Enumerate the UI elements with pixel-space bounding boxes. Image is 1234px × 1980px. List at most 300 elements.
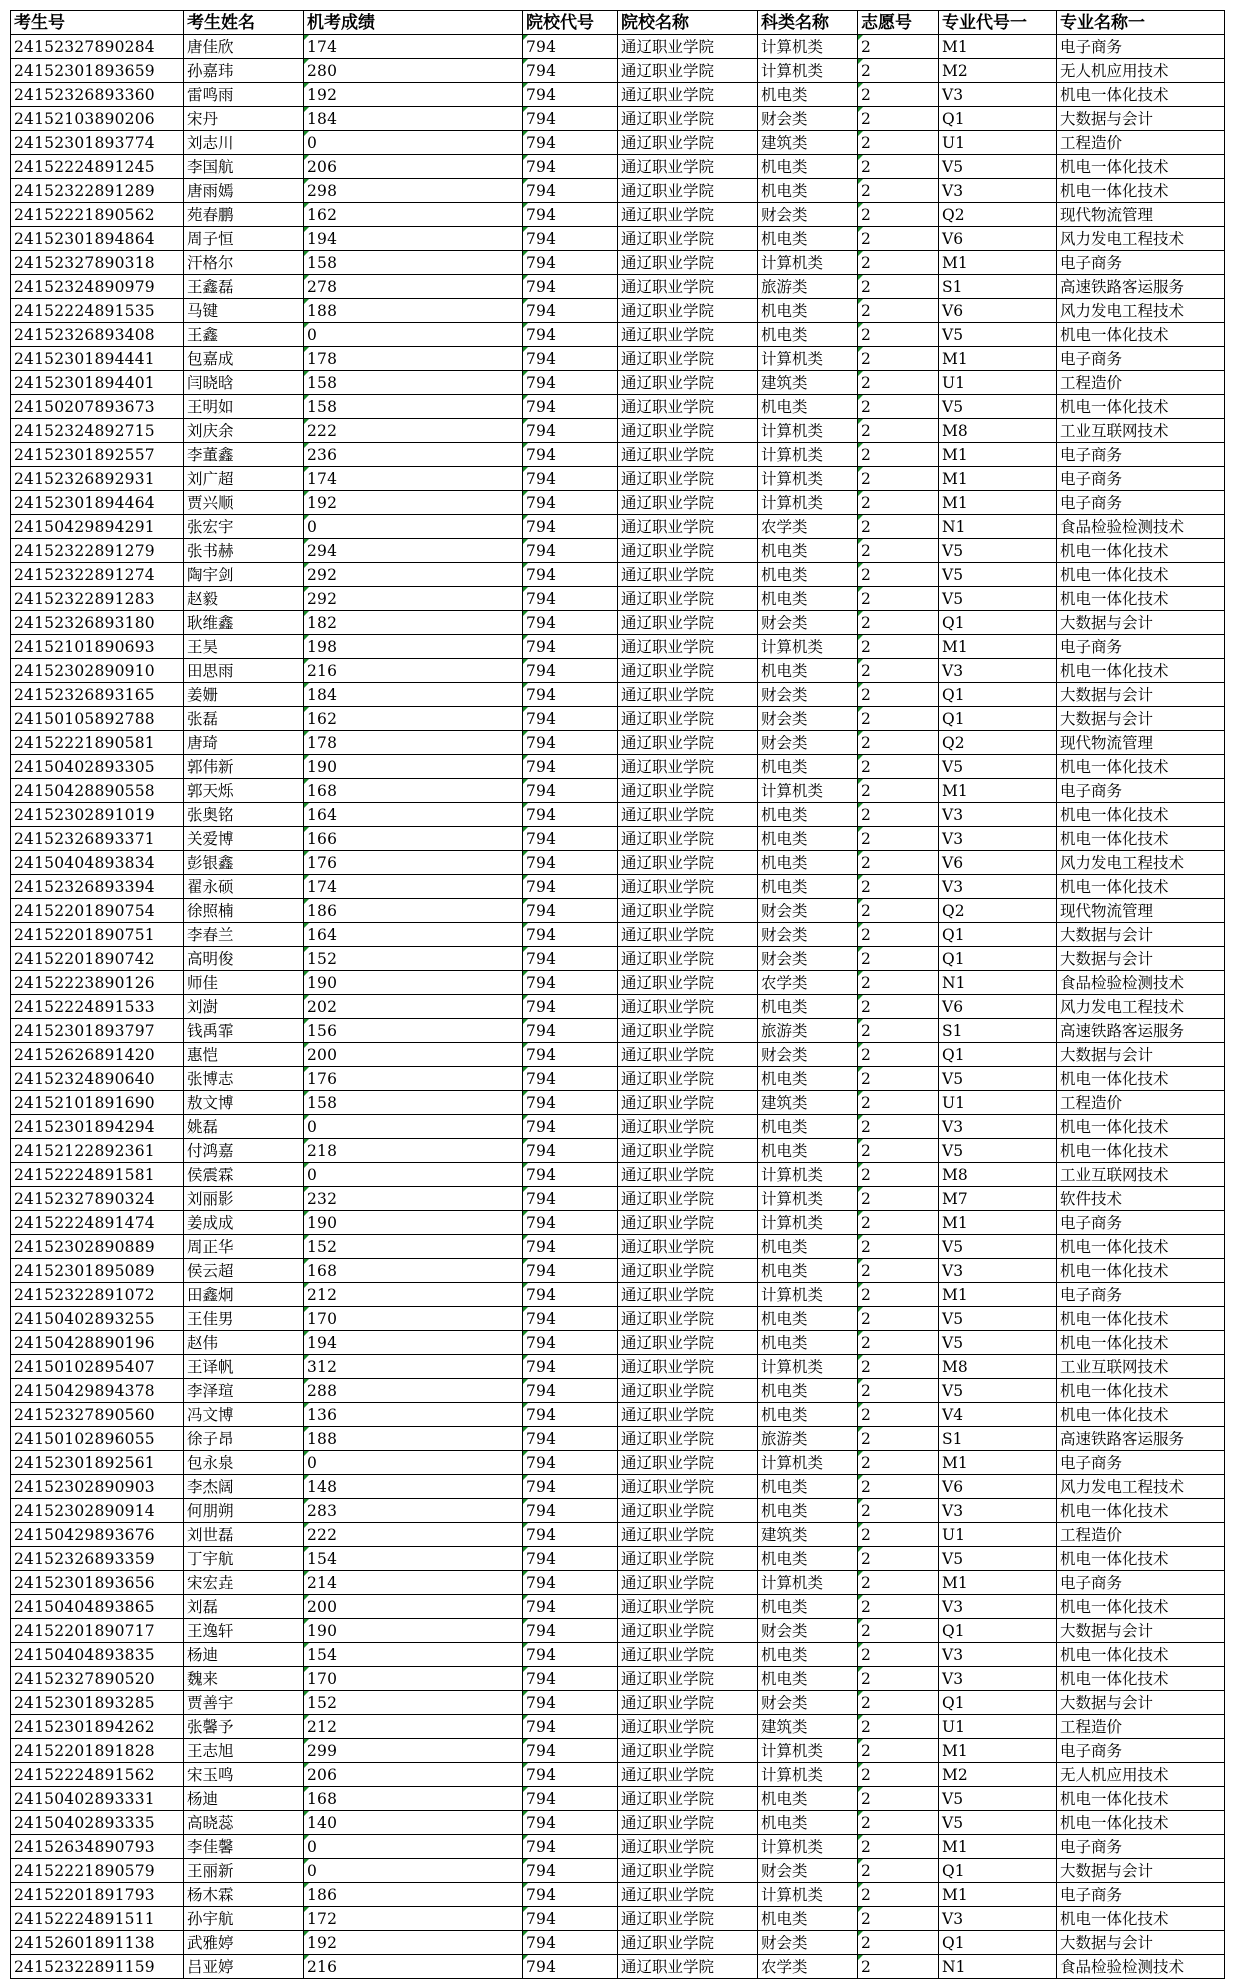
cell-school-name: 通辽职业学院 [618, 779, 758, 803]
cell-score: 186 [304, 1883, 523, 1907]
table-header [11, 11, 1225, 35]
cell-category: 机电类 [758, 1235, 858, 1259]
table-row [11, 443, 1225, 467]
cell-school-code: 794 [523, 203, 618, 227]
cell-school-name: 通辽职业学院 [618, 1331, 758, 1355]
cell-major-name: 大数据与会计 [1057, 683, 1225, 707]
cell-exam-id: 24152302890889 [11, 1235, 184, 1259]
cell-exam-id: 24150102896055 [11, 1427, 184, 1451]
cell-school-code: 794 [523, 1379, 618, 1403]
cell-exam-id: 24150429894291 [11, 515, 184, 539]
cell-major-name: 食品检验检测技术 [1057, 971, 1225, 995]
cell-major-name: 机电一体化技术 [1057, 323, 1225, 347]
cell-school-code: 794 [523, 131, 618, 155]
cell-school-code: 794 [523, 1907, 618, 1931]
cell-school-name: 通辽职业学院 [618, 1667, 758, 1691]
cell-category: 机电类 [758, 179, 858, 203]
cell-category: 机电类 [758, 155, 858, 179]
cell-choice-no: 2 [858, 347, 939, 371]
cell-name: 闫晓晗 [184, 371, 304, 395]
cell-score: 222 [304, 1523, 523, 1547]
cell-category: 建筑类 [758, 1091, 858, 1115]
cell-category: 机电类 [758, 1667, 858, 1691]
cell-name: 王丽新 [184, 1859, 304, 1883]
cell-major-code: Q1 [939, 107, 1057, 131]
cell-major-code: M1 [939, 35, 1057, 59]
cell-exam-id: 24152301893774 [11, 131, 184, 155]
cell-category: 农学类 [758, 515, 858, 539]
cell-major-name: 工业互联网技术 [1057, 419, 1225, 443]
cell-exam-id: 24152326893371 [11, 827, 184, 851]
cell-score: 212 [304, 1715, 523, 1739]
cell-major-name: 大数据与会计 [1057, 1043, 1225, 1067]
cell-major-name: 风力发电工程技术 [1057, 995, 1225, 1019]
table-row [11, 1403, 1225, 1427]
cell-major-name: 机电一体化技术 [1057, 1787, 1225, 1811]
cell-exam-id: 24152324890979 [11, 275, 184, 299]
cell-choice-no: 2 [858, 539, 939, 563]
cell-school-code: 794 [523, 1307, 618, 1331]
cell-exam-id: 24150404893865 [11, 1595, 184, 1619]
cell-school-name: 通辽职业学院 [618, 347, 758, 371]
cell-score: 194 [304, 227, 523, 251]
cell-name: 吕亚婷 [184, 1955, 304, 1979]
cell-category: 机电类 [758, 1259, 858, 1283]
cell-major-code: M1 [939, 347, 1057, 371]
cell-school-name: 通辽职业学院 [618, 203, 758, 227]
cell-name: 苑春鹏 [184, 203, 304, 227]
cell-school-code: 794 [523, 155, 618, 179]
cell-name: 王昊 [184, 635, 304, 659]
cell-school-code: 794 [523, 707, 618, 731]
cell-category: 机电类 [758, 299, 858, 323]
cell-choice-no: 2 [858, 107, 939, 131]
cell-category: 财会类 [758, 731, 858, 755]
cell-major-code: M1 [939, 467, 1057, 491]
cell-school-name: 通辽职业学院 [618, 731, 758, 755]
cell-choice-no: 2 [858, 131, 939, 155]
table-row [11, 323, 1225, 347]
cell-school-name: 通辽职业学院 [618, 1859, 758, 1883]
cell-school-code: 794 [523, 731, 618, 755]
cell-category: 机电类 [758, 1139, 858, 1163]
cell-choice-no: 2 [858, 1211, 939, 1235]
cell-school-name: 通辽职业学院 [618, 1115, 758, 1139]
cell-major-code: V6 [939, 1475, 1057, 1499]
cell-name: 杨迪 [184, 1787, 304, 1811]
cell-school-code: 794 [523, 803, 618, 827]
cell-school-name: 通辽职业学院 [618, 1043, 758, 1067]
cell-score: 182 [304, 611, 523, 635]
table-row [11, 899, 1225, 923]
table-row [11, 59, 1225, 83]
cell-major-name: 高速铁路客运服务 [1057, 1427, 1225, 1451]
cell-choice-no: 2 [858, 59, 939, 83]
cell-category: 计算机类 [758, 347, 858, 371]
table-row [11, 947, 1225, 971]
cell-category: 机电类 [758, 1643, 858, 1667]
cell-school-name: 通辽职业学院 [618, 275, 758, 299]
cell-school-code: 794 [523, 1619, 618, 1643]
cell-major-name: 机电一体化技术 [1057, 179, 1225, 203]
cell-name: 魏来 [184, 1667, 304, 1691]
cell-major-name: 机电一体化技术 [1057, 83, 1225, 107]
cell-school-name: 通辽职业学院 [618, 611, 758, 635]
cell-exam-id: 24152326892931 [11, 467, 184, 491]
table-row [11, 1211, 1225, 1235]
cell-category: 计算机类 [758, 1763, 858, 1787]
cell-exam-id: 24150102895407 [11, 1355, 184, 1379]
cell-school-code: 794 [523, 779, 618, 803]
cell-score: 192 [304, 83, 523, 107]
cell-major-name: 电子商务 [1057, 251, 1225, 275]
cell-category: 财会类 [758, 707, 858, 731]
cell-name: 张宏宇 [184, 515, 304, 539]
cell-name: 徐子昂 [184, 1427, 304, 1451]
cell-choice-no: 2 [858, 923, 939, 947]
cell-choice-no: 2 [858, 635, 939, 659]
header-row [11, 11, 1225, 35]
cell-school-name: 通辽职业学院 [618, 227, 758, 251]
cell-exam-id: 24152301894864 [11, 227, 184, 251]
cell-choice-no: 2 [858, 1067, 939, 1091]
cell-major-name: 机电一体化技术 [1057, 1667, 1225, 1691]
cell-major-name: 软件技术 [1057, 1187, 1225, 1211]
cell-major-code: M8 [939, 1355, 1057, 1379]
cell-school-name: 通辽职业学院 [618, 155, 758, 179]
cell-choice-no: 2 [858, 1571, 939, 1595]
table-row [11, 851, 1225, 875]
cell-school-code: 794 [523, 1331, 618, 1355]
cell-category: 机电类 [758, 1307, 858, 1331]
cell-category: 机电类 [758, 1547, 858, 1571]
cell-name: 宋宏垚 [184, 1571, 304, 1595]
cell-choice-no: 2 [858, 1475, 939, 1499]
cell-category: 机电类 [758, 1403, 858, 1427]
cell-name: 贾善宇 [184, 1691, 304, 1715]
cell-score: 152 [304, 1235, 523, 1259]
cell-major-name: 风力发电工程技术 [1057, 299, 1225, 323]
cell-exam-id: 24150404893835 [11, 1643, 184, 1667]
cell-choice-no: 2 [858, 1931, 939, 1955]
cell-major-name: 电子商务 [1057, 443, 1225, 467]
cell-name: 张馨予 [184, 1715, 304, 1739]
cell-score: 192 [304, 491, 523, 515]
cell-choice-no: 2 [858, 227, 939, 251]
cell-name: 唐雨嫣 [184, 179, 304, 203]
cell-school-name: 通辽职业学院 [618, 563, 758, 587]
table-row [11, 1283, 1225, 1307]
cell-score: 0 [304, 1115, 523, 1139]
cell-name: 付鸿嘉 [184, 1139, 304, 1163]
cell-name: 王志旭 [184, 1739, 304, 1763]
cell-major-name: 工程造价 [1057, 1091, 1225, 1115]
cell-major-code: M1 [939, 779, 1057, 803]
cell-category: 计算机类 [758, 467, 858, 491]
cell-major-code: Q2 [939, 203, 1057, 227]
cell-choice-no: 2 [858, 251, 939, 275]
cell-major-code: U1 [939, 1091, 1057, 1115]
cell-name: 冯文博 [184, 1403, 304, 1427]
table-row [11, 371, 1225, 395]
cell-major-code: V5 [939, 1067, 1057, 1091]
cell-school-name: 通辽职业学院 [618, 1259, 758, 1283]
cell-score: 278 [304, 275, 523, 299]
cell-major-name: 机电一体化技术 [1057, 803, 1225, 827]
cell-category: 计算机类 [758, 1835, 858, 1859]
table-row [11, 1235, 1225, 1259]
cell-category: 机电类 [758, 1787, 858, 1811]
cell-school-code: 794 [523, 1931, 618, 1955]
cell-major-code: Q1 [939, 707, 1057, 731]
cell-choice-no: 2 [858, 1379, 939, 1403]
cell-school-code: 794 [523, 1403, 618, 1427]
cell-major-name: 风力发电工程技术 [1057, 1475, 1225, 1499]
table-row [11, 779, 1225, 803]
cell-name: 赵伟 [184, 1331, 304, 1355]
table-row [11, 1883, 1225, 1907]
cell-exam-id: 24152326893359 [11, 1547, 184, 1571]
cell-school-code: 794 [523, 515, 618, 539]
cell-category: 计算机类 [758, 1739, 858, 1763]
cell-major-name: 机电一体化技术 [1057, 1259, 1225, 1283]
cell-score: 174 [304, 35, 523, 59]
admission-table [10, 10, 1225, 1979]
cell-name: 敖文博 [184, 1091, 304, 1115]
cell-name: 周正华 [184, 1235, 304, 1259]
cell-category: 计算机类 [758, 419, 858, 443]
cell-school-code: 794 [523, 659, 618, 683]
cell-school-name: 通辽职业学院 [618, 1523, 758, 1547]
cell-choice-no: 2 [858, 467, 939, 491]
cell-school-code: 794 [523, 587, 618, 611]
cell-choice-no: 2 [858, 1115, 939, 1139]
cell-school-name: 通辽职业学院 [618, 635, 758, 659]
cell-score: 280 [304, 59, 523, 83]
cell-school-code: 794 [523, 1763, 618, 1787]
cell-major-code: V3 [939, 875, 1057, 899]
cell-school-code: 794 [523, 1787, 618, 1811]
cell-score: 312 [304, 1355, 523, 1379]
table-row [11, 155, 1225, 179]
table-row [11, 1355, 1225, 1379]
cell-exam-id: 24150404893834 [11, 851, 184, 875]
cell-exam-id: 24150207893673 [11, 395, 184, 419]
cell-choice-no: 2 [858, 1283, 939, 1307]
cell-school-name: 通辽职业学院 [618, 995, 758, 1019]
cell-major-name: 电子商务 [1057, 1739, 1225, 1763]
cell-major-code: V6 [939, 995, 1057, 1019]
cell-major-name: 机电一体化技术 [1057, 539, 1225, 563]
table-row [11, 1475, 1225, 1499]
cell-score: 152 [304, 947, 523, 971]
cell-score: 206 [304, 1763, 523, 1787]
cell-exam-id: 24152634890793 [11, 1835, 184, 1859]
cell-name: 张磊 [184, 707, 304, 731]
cell-score: 172 [304, 1907, 523, 1931]
cell-major-name: 电子商务 [1057, 779, 1225, 803]
cell-major-name: 机电一体化技术 [1057, 1547, 1225, 1571]
cell-major-name: 电子商务 [1057, 35, 1225, 59]
cell-name: 赵毅 [184, 587, 304, 611]
cell-exam-id: 24152224891533 [11, 995, 184, 1019]
cell-major-code: M1 [939, 1451, 1057, 1475]
cell-name: 李杰阔 [184, 1475, 304, 1499]
cell-school-name: 通辽职业学院 [618, 59, 758, 83]
cell-score: 200 [304, 1595, 523, 1619]
cell-score: 140 [304, 1811, 523, 1835]
cell-major-code: V3 [939, 1907, 1057, 1931]
cell-category: 财会类 [758, 1859, 858, 1883]
cell-category: 计算机类 [758, 1187, 858, 1211]
cell-category: 建筑类 [758, 131, 858, 155]
cell-choice-no: 2 [858, 659, 939, 683]
cell-exam-id: 24150402893255 [11, 1307, 184, 1331]
cell-name: 刘磊 [184, 1595, 304, 1619]
cell-choice-no: 2 [858, 1523, 939, 1547]
cell-score: 292 [304, 563, 523, 587]
cell-score: 194 [304, 1331, 523, 1355]
cell-exam-id: 24152103890206 [11, 107, 184, 131]
cell-score: 190 [304, 971, 523, 995]
table-row [11, 1907, 1225, 1931]
table-row [11, 1259, 1225, 1283]
cell-score: 158 [304, 395, 523, 419]
cell-choice-no: 2 [858, 587, 939, 611]
cell-category: 机电类 [758, 1475, 858, 1499]
cell-exam-id: 24152201890751 [11, 923, 184, 947]
cell-exam-id: 24152224891474 [11, 1211, 184, 1235]
cell-name: 王鑫磊 [184, 275, 304, 299]
cell-name: 雷鸣雨 [184, 83, 304, 107]
table-row [11, 923, 1225, 947]
cell-school-name: 通辽职业学院 [618, 1235, 758, 1259]
cell-major-name: 工程造价 [1057, 371, 1225, 395]
cell-name: 唐琦 [184, 731, 304, 755]
cell-score: 136 [304, 1403, 523, 1427]
cell-major-code: V5 [939, 539, 1057, 563]
cell-major-code: U1 [939, 1523, 1057, 1547]
table-row [11, 1139, 1225, 1163]
cell-name: 姜成成 [184, 1211, 304, 1235]
cell-major-code: U1 [939, 131, 1057, 155]
table-row [11, 1715, 1225, 1739]
cell-category: 计算机类 [758, 59, 858, 83]
cell-school-name: 通辽职业学院 [618, 875, 758, 899]
cell-score: 164 [304, 923, 523, 947]
cell-major-name: 机电一体化技术 [1057, 1499, 1225, 1523]
cell-score: 190 [304, 755, 523, 779]
cell-choice-no: 2 [858, 395, 939, 419]
cell-score: 222 [304, 419, 523, 443]
cell-choice-no: 2 [858, 1163, 939, 1187]
cell-category: 机电类 [758, 539, 858, 563]
table-row [11, 1547, 1225, 1571]
cell-major-code: V5 [939, 1331, 1057, 1355]
cell-choice-no: 2 [858, 1619, 939, 1643]
table-row [11, 587, 1225, 611]
cell-major-name: 电子商务 [1057, 1835, 1225, 1859]
cell-score: 168 [304, 1259, 523, 1283]
cell-school-code: 794 [523, 1283, 618, 1307]
cell-choice-no: 2 [858, 731, 939, 755]
cell-school-code: 794 [523, 1811, 618, 1835]
cell-major-code: M1 [939, 251, 1057, 275]
cell-major-code: Q1 [939, 1619, 1057, 1643]
table-row [11, 1523, 1225, 1547]
cell-exam-id: 24152301894441 [11, 347, 184, 371]
cell-exam-id: 24152301893656 [11, 1571, 184, 1595]
cell-score: 154 [304, 1643, 523, 1667]
cell-name: 姚磊 [184, 1115, 304, 1139]
cell-school-name: 通辽职业学院 [618, 1451, 758, 1475]
cell-name: 刘世磊 [184, 1523, 304, 1547]
cell-school-name: 通辽职业学院 [618, 1163, 758, 1187]
cell-score: 188 [304, 299, 523, 323]
cell-score: 212 [304, 1283, 523, 1307]
cell-major-code: V5 [939, 587, 1057, 611]
cell-major-code: Q1 [939, 611, 1057, 635]
cell-major-code: V3 [939, 1643, 1057, 1667]
cell-name: 徐照楠 [184, 899, 304, 923]
cell-name: 宋玉鸣 [184, 1763, 304, 1787]
cell-name: 李佳馨 [184, 1835, 304, 1859]
cell-score: 186 [304, 899, 523, 923]
cell-school-name: 通辽职业学院 [618, 683, 758, 707]
cell-exam-id: 24152201890742 [11, 947, 184, 971]
cell-score: 190 [304, 1619, 523, 1643]
cell-school-name: 通辽职业学院 [618, 299, 758, 323]
cell-category: 建筑类 [758, 1523, 858, 1547]
cell-school-code: 794 [523, 755, 618, 779]
cell-major-code: V5 [939, 323, 1057, 347]
cell-name: 武雅婷 [184, 1931, 304, 1955]
cell-school-code: 794 [523, 251, 618, 275]
cell-school-code: 794 [523, 611, 618, 635]
cell-name: 高晓蕊 [184, 1811, 304, 1835]
cell-choice-no: 2 [858, 443, 939, 467]
cell-major-code: M1 [939, 1283, 1057, 1307]
cell-score: 0 [304, 1859, 523, 1883]
cell-choice-no: 2 [858, 1883, 939, 1907]
table-row [11, 563, 1225, 587]
cell-school-code: 794 [523, 1643, 618, 1667]
cell-major-name: 现代物流管理 [1057, 731, 1225, 755]
cell-major-name: 大数据与会计 [1057, 1619, 1225, 1643]
cell-major-code: V5 [939, 1811, 1057, 1835]
cell-major-name: 机电一体化技术 [1057, 155, 1225, 179]
cell-major-name: 机电一体化技术 [1057, 1403, 1225, 1427]
cell-school-code: 794 [523, 1355, 618, 1379]
cell-category: 机电类 [758, 827, 858, 851]
table-row [11, 1571, 1225, 1595]
cell-name: 李董鑫 [184, 443, 304, 467]
cell-school-code: 794 [523, 443, 618, 467]
cell-exam-id: 24152101890693 [11, 635, 184, 659]
cell-exam-id: 24152201891793 [11, 1883, 184, 1907]
cell-school-name: 通辽职业学院 [618, 1427, 758, 1451]
table-row [11, 1763, 1225, 1787]
cell-school-name: 通辽职业学院 [618, 83, 758, 107]
cell-name: 张博志 [184, 1067, 304, 1091]
cell-score: 0 [304, 1451, 523, 1475]
cell-school-code: 794 [523, 467, 618, 491]
cell-school-name: 通辽职业学院 [618, 1931, 758, 1955]
cell-name: 刘庆余 [184, 419, 304, 443]
cell-choice-no: 2 [858, 419, 939, 443]
cell-school-name: 通辽职业学院 [618, 1091, 758, 1115]
cell-category: 计算机类 [758, 1883, 858, 1907]
